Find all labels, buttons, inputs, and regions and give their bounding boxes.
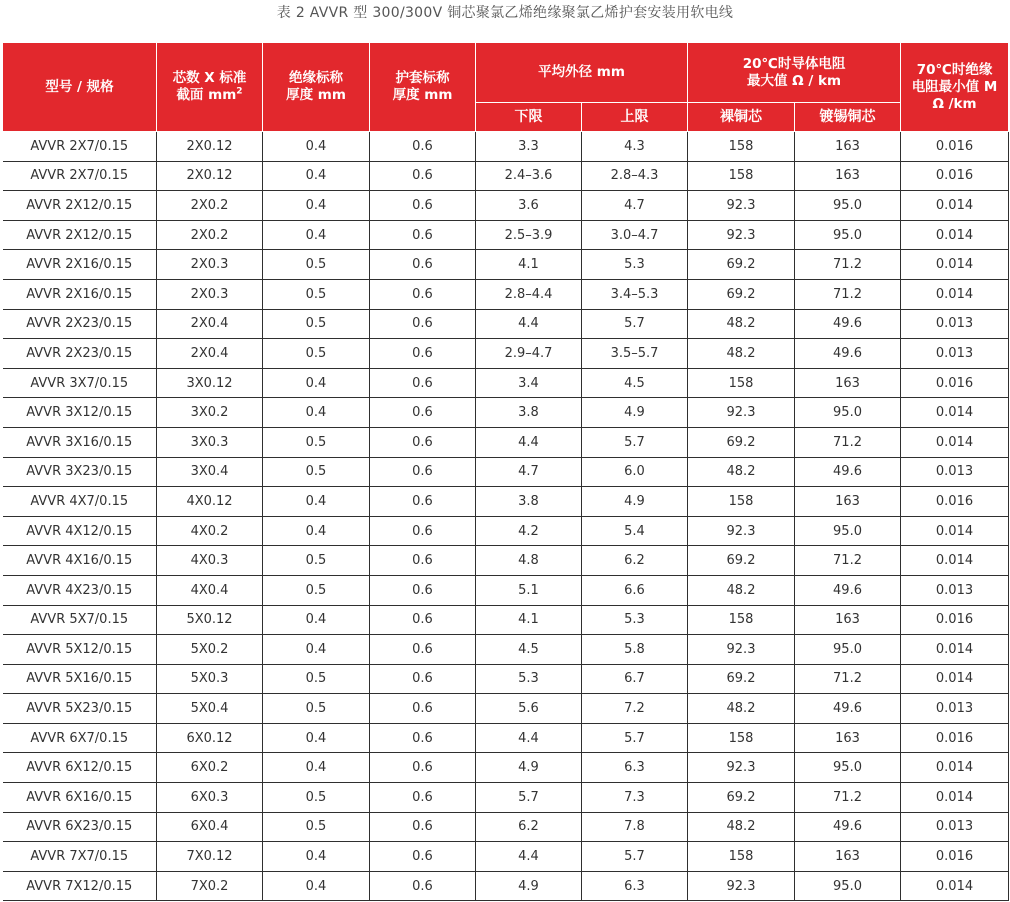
cell-insulation-resistance: 0.014: [901, 753, 1009, 783]
cell-cores: 2X0.3: [157, 250, 263, 280]
cell-cores: 4X0.4: [157, 575, 263, 605]
cell-tinned-copper: 95.0: [795, 635, 901, 665]
cell-bare-copper: 48.2: [688, 309, 795, 339]
cell-diameter-lower: 4.4: [476, 723, 582, 753]
cell-diameter-upper: 5.7: [582, 842, 688, 872]
cell-diameter-lower: 3.3: [476, 132, 582, 162]
header-bare-copper: 裸铜芯: [688, 103, 795, 132]
table-row: [3, 368, 1009, 398]
cell-cores: 2X0.12: [157, 161, 263, 191]
header-sheath: [370, 43, 476, 132]
cell-cores: 6X0.3: [157, 783, 263, 813]
cell-tinned-copper: 163: [795, 842, 901, 872]
cell-insulation: 0.5: [263, 279, 370, 309]
cell-sheath: 0.6: [370, 279, 476, 309]
cell-diameter-upper: 4.3: [582, 132, 688, 162]
cell-diameter-lower: 5.6: [476, 694, 582, 724]
cell-diameter-lower: 4.2: [476, 516, 582, 546]
table-row: [3, 309, 1009, 339]
cell-sheath: 0.6: [370, 605, 476, 635]
cell-bare-copper: 158: [688, 368, 795, 398]
cell-model: AVVR 2X16/0.15: [3, 250, 157, 280]
cell-diameter-upper: 7.2: [582, 694, 688, 724]
cell-cores: 3X0.2: [157, 398, 263, 428]
cell-diameter-upper: 3.4–5.3: [582, 279, 688, 309]
cell-tinned-copper: 71.2: [795, 664, 901, 694]
cell-diameter-upper: 5.8: [582, 635, 688, 665]
cell-sheath: 0.6: [370, 694, 476, 724]
cell-tinned-copper: 71.2: [795, 427, 901, 457]
cell-cores: 2X0.4: [157, 339, 263, 369]
table-row: [3, 427, 1009, 457]
table-row: [3, 635, 1009, 665]
cell-diameter-lower: 4.1: [476, 250, 582, 280]
cell-cores: 5X0.2: [157, 635, 263, 665]
cell-bare-copper: 158: [688, 487, 795, 517]
cell-diameter-lower: 5.3: [476, 664, 582, 694]
cell-sheath: 0.6: [370, 161, 476, 191]
cell-bare-copper: 92.3: [688, 516, 795, 546]
cell-model: AVVR 2X12/0.15: [3, 220, 157, 250]
cell-bare-copper: 69.2: [688, 546, 795, 576]
table-row: [3, 279, 1009, 309]
cell-tinned-copper: 49.6: [795, 575, 901, 605]
cell-diameter-upper: 5.3: [582, 250, 688, 280]
cell-diameter-lower: 4.4: [476, 427, 582, 457]
cell-model: AVVR 5X23/0.15: [3, 694, 157, 724]
cell-model: AVVR 5X16/0.15: [3, 664, 157, 694]
table-row: [3, 575, 1009, 605]
cell-bare-copper: 92.3: [688, 753, 795, 783]
cell-bare-copper: 48.2: [688, 339, 795, 369]
cell-cores: 4X0.12: [157, 487, 263, 517]
cell-insulation: 0.4: [263, 842, 370, 872]
table-row: [3, 457, 1009, 487]
cell-diameter-lower: 3.4: [476, 368, 582, 398]
cell-insulation-resistance: 0.016: [901, 368, 1009, 398]
cell-tinned-copper: 95.0: [795, 398, 901, 428]
cell-bare-copper: 158: [688, 605, 795, 635]
table-row: [3, 546, 1009, 576]
cell-tinned-copper: 49.6: [795, 339, 901, 369]
cell-sheath: 0.6: [370, 783, 476, 813]
cell-sheath: 0.6: [370, 339, 476, 369]
cell-tinned-copper: 71.2: [795, 546, 901, 576]
cell-tinned-copper: 163: [795, 132, 901, 162]
cell-bare-copper: 48.2: [688, 694, 795, 724]
cell-insulation-resistance: 0.014: [901, 664, 1009, 694]
cell-diameter-lower: 4.8: [476, 546, 582, 576]
header-insulation-line1: 绝缘标称: [289, 70, 343, 86]
cell-bare-copper: 69.2: [688, 664, 795, 694]
cell-bare-copper: 158: [688, 132, 795, 162]
table-caption: 表 2 AVVR 型 300/300V 铜芯聚氯乙烯绝缘聚氯乙烯护套安装用软电线: [276, 5, 734, 21]
cell-model: AVVR 2X7/0.15: [3, 161, 157, 191]
header-resistance20-line2: 最大值 Ω / km: [746, 72, 842, 89]
cell-tinned-copper: 49.6: [795, 694, 901, 724]
cell-diameter-upper: 5.4: [582, 516, 688, 546]
cell-cores: 2X0.3: [157, 279, 263, 309]
cell-diameter-lower: 4.7: [476, 457, 582, 487]
cell-insulation-resistance: 0.014: [901, 871, 1009, 901]
cell-model: AVVR 4X16/0.15: [3, 546, 157, 576]
cell-insulation-resistance: 0.014: [901, 635, 1009, 665]
cell-tinned-copper: 95.0: [795, 871, 901, 901]
cell-model: AVVR 4X7/0.15: [3, 487, 157, 517]
cell-diameter-lower: 4.5: [476, 635, 582, 665]
cell-diameter-upper: 7.3: [582, 783, 688, 813]
cell-cores: 3X0.3: [157, 427, 263, 457]
cell-model: AVVR 7X12/0.15: [3, 871, 157, 901]
cell-cores: 5X0.12: [157, 605, 263, 635]
cell-diameter-lower: 6.2: [476, 812, 582, 842]
cell-bare-copper: 158: [688, 161, 795, 191]
cell-model: AVVR 3X23/0.15: [3, 457, 157, 487]
cell-sheath: 0.6: [370, 842, 476, 872]
cell-diameter-upper: 5.3: [582, 605, 688, 635]
cell-cores: 7X0.2: [157, 871, 263, 901]
cell-insulation: 0.4: [263, 635, 370, 665]
cell-cores: 3X0.12: [157, 368, 263, 398]
table-row: [3, 250, 1009, 280]
cell-diameter-lower: 4.4: [476, 842, 582, 872]
cell-cores: 2X0.2: [157, 220, 263, 250]
cell-insulation-resistance: 0.014: [901, 220, 1009, 250]
cell-diameter-upper: 5.7: [582, 309, 688, 339]
cell-diameter-lower: 4.9: [476, 753, 582, 783]
cell-tinned-copper: 163: [795, 605, 901, 635]
spec-table: [2, 42, 1009, 901]
cell-insulation: 0.5: [263, 783, 370, 813]
cell-diameter-upper: 6.3: [582, 753, 688, 783]
cell-diameter-upper: 6.7: [582, 664, 688, 694]
header-sheath-line2: 厚度 mm: [392, 87, 453, 103]
cell-insulation-resistance: 0.016: [901, 842, 1009, 872]
cell-tinned-copper: 95.0: [795, 191, 901, 221]
cell-model: AVVR 4X12/0.15: [3, 516, 157, 546]
cell-sheath: 0.6: [370, 427, 476, 457]
cell-insulation-resistance: 0.013: [901, 339, 1009, 369]
cell-insulation-resistance: 0.014: [901, 516, 1009, 546]
cell-sheath: 0.6: [370, 132, 476, 162]
cell-insulation: 0.5: [263, 427, 370, 457]
cell-model: AVVR 6X23/0.15: [3, 812, 157, 842]
cell-insulation-resistance: 0.014: [901, 398, 1009, 428]
cell-insulation: 0.4: [263, 605, 370, 635]
cell-diameter-upper: 4.9: [582, 487, 688, 517]
cell-insulation-resistance: 0.014: [901, 250, 1009, 280]
cell-sheath: 0.6: [370, 398, 476, 428]
cell-model: AVVR 5X12/0.15: [3, 635, 157, 665]
cell-diameter-lower: 5.7: [476, 783, 582, 813]
cell-insulation-resistance: 0.013: [901, 575, 1009, 605]
cell-insulation: 0.5: [263, 250, 370, 280]
cell-cores: 2X0.12: [157, 132, 263, 162]
cell-tinned-copper: 95.0: [795, 516, 901, 546]
cell-insulation-resistance: 0.014: [901, 279, 1009, 309]
cell-model: AVVR 3X7/0.15: [3, 368, 157, 398]
cell-diameter-upper: 6.0: [582, 457, 688, 487]
cell-model: AVVR 3X12/0.15: [3, 398, 157, 428]
header-cores-sup: 2: [236, 86, 243, 97]
cell-cores: 5X0.3: [157, 664, 263, 694]
header-cores: [157, 43, 263, 132]
cell-tinned-copper: 163: [795, 487, 901, 517]
cell-bare-copper: 69.2: [688, 279, 795, 309]
cell-bare-copper: 48.2: [688, 575, 795, 605]
cell-model: AVVR 2X16/0.15: [3, 279, 157, 309]
header-resistance20-line1: 20℃时导体电阻: [742, 55, 846, 72]
cell-bare-copper: 48.2: [688, 457, 795, 487]
cell-model: AVVR 2X23/0.15: [3, 339, 157, 369]
cell-diameter-lower: 3.6: [476, 191, 582, 221]
cell-diameter-lower: 2.8–4.4: [476, 279, 582, 309]
header-cores-line1: 芯数 X 标准: [172, 70, 247, 86]
cell-diameter-lower: 4.9: [476, 871, 582, 901]
cell-bare-copper: 48.2: [688, 812, 795, 842]
cell-sheath: 0.6: [370, 487, 476, 517]
cell-sheath: 0.6: [370, 309, 476, 339]
table-row: [3, 842, 1009, 872]
cell-model: AVVR 4X23/0.15: [3, 575, 157, 605]
cell-sheath: 0.6: [370, 871, 476, 901]
cell-model: AVVR 7X7/0.15: [3, 842, 157, 872]
cell-diameter-upper: 4.9: [582, 398, 688, 428]
cell-tinned-copper: 49.6: [795, 812, 901, 842]
header-diameter-label: 平均外径 mm: [538, 64, 625, 80]
cell-insulation: 0.4: [263, 132, 370, 162]
cell-bare-copper: 92.3: [688, 871, 795, 901]
cell-insulation: 0.5: [263, 339, 370, 369]
cell-insulation-resistance: 0.014: [901, 546, 1009, 576]
cell-cores: 6X0.4: [157, 812, 263, 842]
header-insulation: [263, 43, 370, 132]
cell-cores: 4X0.2: [157, 516, 263, 546]
cell-diameter-upper: 5.7: [582, 427, 688, 457]
cell-insulation-resistance: 0.013: [901, 812, 1009, 842]
cell-model: AVVR 2X12/0.15: [3, 191, 157, 221]
cell-model: AVVR 6X16/0.15: [3, 783, 157, 813]
cell-insulation: 0.4: [263, 753, 370, 783]
cell-insulation: 0.4: [263, 398, 370, 428]
table-row: [3, 871, 1009, 901]
header-resistance70-line3: Ω /km: [932, 95, 977, 112]
table-row: [3, 161, 1009, 191]
cell-diameter-lower: 2.5–3.9: [476, 220, 582, 250]
cell-cores: 6X0.2: [157, 753, 263, 783]
cell-diameter-upper: 7.8: [582, 812, 688, 842]
cell-diameter-lower: 4.1: [476, 605, 582, 635]
cell-insulation-resistance: 0.016: [901, 723, 1009, 753]
table-body: [3, 132, 1009, 901]
cell-insulation-resistance: 0.014: [901, 783, 1009, 813]
table-row: [3, 723, 1009, 753]
cell-insulation: 0.4: [263, 723, 370, 753]
cell-insulation: 0.5: [263, 664, 370, 694]
cell-bare-copper: 158: [688, 842, 795, 872]
cell-insulation: 0.5: [263, 457, 370, 487]
table-row: [3, 783, 1009, 813]
table-row: [3, 812, 1009, 842]
cell-insulation: 0.4: [263, 516, 370, 546]
table-row: [3, 516, 1009, 546]
header-tinned-copper: 镀锡铜芯: [795, 103, 901, 132]
cell-cores: 3X0.4: [157, 457, 263, 487]
cell-sheath: 0.6: [370, 723, 476, 753]
cell-bare-copper: 158: [688, 723, 795, 753]
cell-tinned-copper: 163: [795, 368, 901, 398]
cell-diameter-upper: 4.5: [582, 368, 688, 398]
cell-model: AVVR 6X7/0.15: [3, 723, 157, 753]
cell-tinned-copper: 71.2: [795, 279, 901, 309]
cell-insulation-resistance: 0.016: [901, 161, 1009, 191]
cell-sheath: 0.6: [370, 635, 476, 665]
table-row: [3, 664, 1009, 694]
cell-insulation-resistance: 0.013: [901, 694, 1009, 724]
cell-sheath: 0.6: [370, 220, 476, 250]
cell-tinned-copper: 49.6: [795, 309, 901, 339]
cell-insulation: 0.4: [263, 161, 370, 191]
table-row: [3, 753, 1009, 783]
cell-model: AVVR 3X16/0.15: [3, 427, 157, 457]
cell-sheath: 0.6: [370, 250, 476, 280]
cell-tinned-copper: 163: [795, 723, 901, 753]
cell-insulation-resistance: 0.014: [901, 191, 1009, 221]
header-resistance70-line2: 电阻最小值 M: [911, 78, 998, 95]
cell-insulation: 0.5: [263, 575, 370, 605]
cell-tinned-copper: 71.2: [795, 783, 901, 813]
cell-sheath: 0.6: [370, 546, 476, 576]
header-model-label: 型号 / 规格: [45, 78, 114, 95]
cell-bare-copper: 92.3: [688, 635, 795, 665]
cell-diameter-upper: 3.0–4.7: [582, 220, 688, 250]
cell-sheath: 0.6: [370, 753, 476, 783]
cell-cores: 6X0.12: [157, 723, 263, 753]
cell-sheath: 0.6: [370, 191, 476, 221]
cell-insulation: 0.4: [263, 191, 370, 221]
cell-sheath: 0.6: [370, 664, 476, 694]
cell-insulation: 0.5: [263, 812, 370, 842]
cell-diameter-upper: 6.3: [582, 871, 688, 901]
cell-diameter-upper: 2.8–4.3: [582, 161, 688, 191]
header-resistance70-line1: 70℃时绝缘: [916, 61, 993, 78]
table-row: [3, 191, 1009, 221]
cell-diameter-lower: 3.8: [476, 398, 582, 428]
cell-cores: 5X0.4: [157, 694, 263, 724]
header-cores-line2: 截面 mm: [176, 87, 237, 103]
cell-insulation-resistance: 0.014: [901, 427, 1009, 457]
cell-model: AVVR 2X23/0.15: [3, 309, 157, 339]
cell-model: AVVR 2X7/0.15: [3, 132, 157, 162]
cell-diameter-upper: 6.6: [582, 575, 688, 605]
cell-insulation-resistance: 0.013: [901, 457, 1009, 487]
cell-tinned-copper: 95.0: [795, 220, 901, 250]
cell-sheath: 0.6: [370, 368, 476, 398]
cell-tinned-copper: 95.0: [795, 753, 901, 783]
cell-diameter-lower: 3.8: [476, 487, 582, 517]
cell-insulation-resistance: 0.016: [901, 605, 1009, 635]
cell-cores: 7X0.12: [157, 842, 263, 872]
cell-tinned-copper: 49.6: [795, 457, 901, 487]
cell-model: AVVR 6X12/0.15: [3, 753, 157, 783]
cell-cores: 2X0.2: [157, 191, 263, 221]
cell-diameter-upper: 6.2: [582, 546, 688, 576]
header-diameter: [476, 43, 688, 103]
header-resistance20: [688, 43, 901, 103]
header-upper: 上限: [582, 103, 688, 132]
cell-model: AVVR 5X7/0.15: [3, 605, 157, 635]
table-row: [3, 132, 1009, 162]
cell-insulation: 0.5: [263, 546, 370, 576]
table-row: [3, 339, 1009, 369]
cell-cores: 2X0.4: [157, 309, 263, 339]
cell-insulation: 0.5: [263, 694, 370, 724]
cell-insulation-resistance: 0.016: [901, 487, 1009, 517]
cell-insulation-resistance: 0.013: [901, 309, 1009, 339]
table-row: [3, 605, 1009, 635]
table-row: [3, 220, 1009, 250]
cell-bare-copper: 92.3: [688, 191, 795, 221]
cell-diameter-upper: 3.5–5.7: [582, 339, 688, 369]
table-header: [3, 43, 1009, 132]
cell-bare-copper: 92.3: [688, 398, 795, 428]
cell-tinned-copper: 163: [795, 161, 901, 191]
cell-sheath: 0.6: [370, 516, 476, 546]
cell-diameter-lower: 4.4: [476, 309, 582, 339]
cell-sheath: 0.6: [370, 457, 476, 487]
cell-bare-copper: 69.2: [688, 783, 795, 813]
header-insulation-line2: 厚度 mm: [286, 87, 346, 103]
cell-insulation: 0.5: [263, 309, 370, 339]
header-lower: 下限: [476, 103, 582, 132]
cell-diameter-upper: 4.7: [582, 191, 688, 221]
cell-diameter-lower: 2.4–3.6: [476, 161, 582, 191]
cell-tinned-copper: 71.2: [795, 250, 901, 280]
cell-sheath: 0.6: [370, 812, 476, 842]
cell-diameter-upper: 5.7: [582, 723, 688, 753]
cell-bare-copper: 92.3: [688, 220, 795, 250]
cell-diameter-lower: 5.1: [476, 575, 582, 605]
header-model: [3, 43, 157, 132]
cell-insulation: 0.4: [263, 487, 370, 517]
cell-sheath: 0.6: [370, 575, 476, 605]
cell-diameter-lower: 2.9–4.7: [476, 339, 582, 369]
table-row: [3, 398, 1009, 428]
cell-bare-copper: 69.2: [688, 427, 795, 457]
cell-insulation: 0.4: [263, 368, 370, 398]
header-resistance70: [901, 43, 1009, 132]
table-row: [3, 694, 1009, 724]
cell-insulation: 0.4: [263, 220, 370, 250]
cell-bare-copper: 69.2: [688, 250, 795, 280]
cell-insulation: 0.4: [263, 871, 370, 901]
header-sheath-line1: 护套标称: [395, 70, 450, 86]
cell-cores: 4X0.3: [157, 546, 263, 576]
cell-insulation-resistance: 0.016: [901, 132, 1009, 162]
table-row: [3, 487, 1009, 517]
